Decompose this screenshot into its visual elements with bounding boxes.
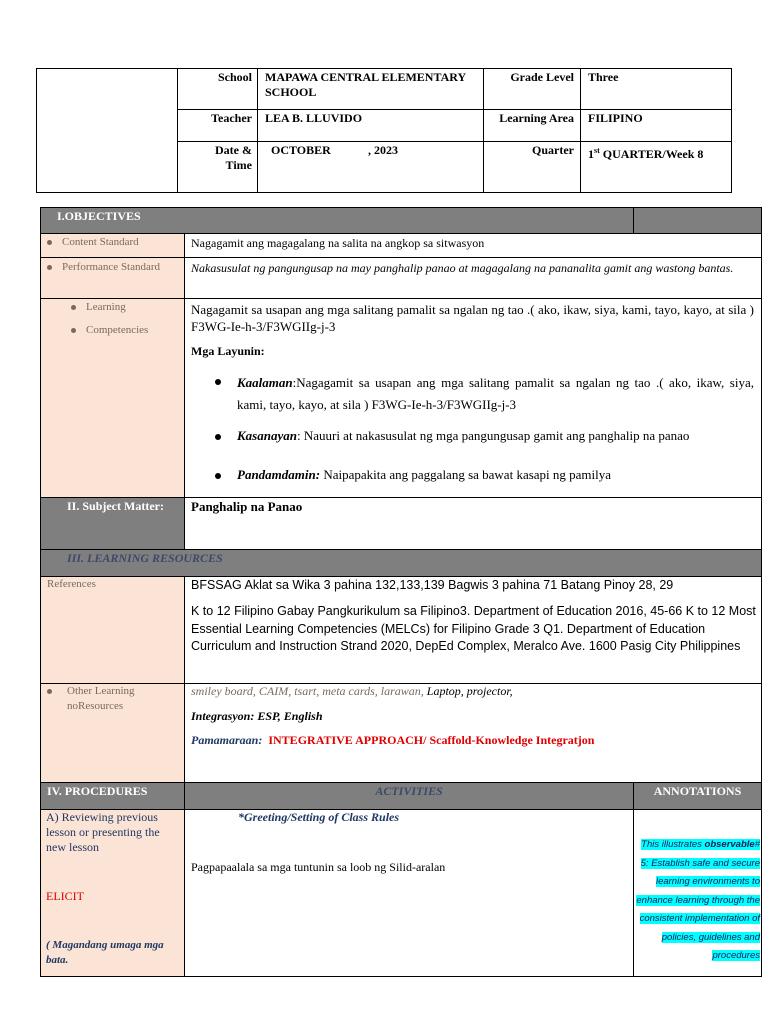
objectives-header: I.OBJECTIVES — [40, 207, 634, 234]
performance-standard-cell — [184, 257, 762, 299]
header-table — [36, 68, 732, 193]
pandamdamin-item: Pandamdamin: Naipapakita ang paggalang sa bawat kasapi ng pamilya — [237, 467, 612, 482]
subject-matter-cell — [184, 497, 762, 550]
learning-competencies-cell — [184, 298, 762, 498]
procedure-a-label — [40, 809, 185, 977]
date-label: Date & Time — [215, 143, 252, 172]
competency-text: Nagagamit sa usapan ang mga salitang pamalit sa ngalan ng tao .( ako, ikaw, siya, kami, tayo, kayo, at sila ) F3WG-Ie-h-3/F3WGIIg-j-3 — [191, 302, 754, 334]
kaalaman-bullet — [215, 373, 237, 391]
class-rules-text: *Greeting/Setting of Class Rules — [238, 810, 400, 824]
kasanayan-bullet — [215, 428, 237, 446]
procedures-header: IV. PROCEDURES — [40, 782, 185, 810]
quarter-value: 1st QUARTER/Week 8 — [588, 146, 704, 161]
teacher-value: LEA B. LLUVIDO — [265, 111, 363, 125]
activities-header: ACTIVITIES — [184, 782, 634, 810]
references-cell — [184, 576, 762, 684]
step-a-text: A) Reviewing previous lesson or presenting the new lesson — [46, 810, 160, 854]
kasanayan-item: Kasanayan: Nauuri at nakasusulat ng mga pangungusap gamit ang panghalip na panao — [237, 428, 690, 443]
school-value: MAPAWA CENTRAL ELEMENTARY SCHOOL — [265, 70, 466, 99]
references-label: References — [40, 576, 185, 684]
grade-value: Three — [588, 70, 619, 84]
objectives-header-right — [633, 207, 762, 234]
teacher-label: Teacher — [211, 111, 252, 125]
content-standard-cell — [184, 233, 762, 258]
pamamaraan-text: Pamamaraan: INTEGRATIVE APPROACH/ Scaffold-Knowledge Integratjon — [191, 733, 595, 747]
area-label: Learning Area — [499, 111, 574, 125]
other-resources-label: Other Learning noResources — [40, 683, 185, 783]
kaalaman-item: Kaalaman:Nagagamit sa usapan ang mga salitang pamalit sa ngalan ng tao .( ako, ikaw, siya, kami, tayo, kayo, at sila ) F3WG-Ie-h-3/F3WGIIg-j-3 — [237, 375, 754, 412]
quarter-label: Quarter — [532, 143, 574, 157]
subject-matter-value: Panghalip na Panao — [191, 499, 303, 514]
subject-matter-label: II. Subject Matter: — [40, 497, 185, 550]
elicit-label: ELICIT — [46, 889, 84, 903]
annotation-text: This illustrates observable# 5: Establish safe and secure learning environments to enhance learning through the consistent implementation of policies, guidelines and procedures — [636, 839, 760, 961]
performance-standard-text: Nakasusulat ng pangungusap na may panghalip panao at magagalang na pananalita gamit ang wastong bantas. — [191, 261, 734, 275]
school-label: School — [217, 70, 252, 84]
date-year: , 2023 — [368, 143, 398, 157]
paalala-text: Pagpapaalala sa mga tuntunin sa loob ng Silid-aralan — [191, 860, 446, 874]
content-standard-label: Content Standard — [40, 233, 185, 258]
procedure-a-annotation — [633, 809, 762, 977]
integrasyon-text: Integrasyon: ESP, English — [191, 709, 323, 723]
greeting-text: ( Magandang umaga mga bata. — [46, 939, 164, 966]
content-standard-text: Nagagamit ang magagalang na salita na angkop sa sitwasyon — [191, 236, 485, 250]
reference-line-2: K to 12 Filipino Gabay Pangkurikulum sa Filipino3. Department of Education 2016, 45-66 K to 12 Most Essential Learning Competencies (MELCs) for Filipino Grade 3 Q1. Department of Education Curriculum and Instruction Strand 2020, DepEd Complex, Meralco Ave. 1600 Pasig City Philippines — [191, 604, 756, 653]
annotations-header: ANNOTATIONS — [633, 782, 762, 810]
performance-standard-label: Performance Standard — [40, 257, 185, 299]
materials-list: smiley board, CAIM, tsart, meta cards, larawan, Laptop, projector, — [191, 684, 513, 698]
pandamdamin-bullet — [215, 467, 237, 485]
layunin-label: Mga Layunin: — [191, 344, 265, 358]
area-value: FILIPINO — [588, 111, 643, 125]
reference-line-1: BFSSAG Aklat sa Wika 3 pahina 132,133,139 Bagwis 3 pahina 71 Batang Pinoy 28, 29 — [191, 578, 674, 592]
resources-header: III. LEARNING RESOURCES — [40, 549, 762, 577]
other-resources-cell — [184, 683, 762, 783]
grade-label: Grade Level — [510, 70, 574, 84]
date-month: OCTOBER — [271, 143, 331, 157]
learning-competencies-label: Learning Competencies — [40, 298, 185, 498]
procedure-a-activity — [184, 809, 634, 977]
